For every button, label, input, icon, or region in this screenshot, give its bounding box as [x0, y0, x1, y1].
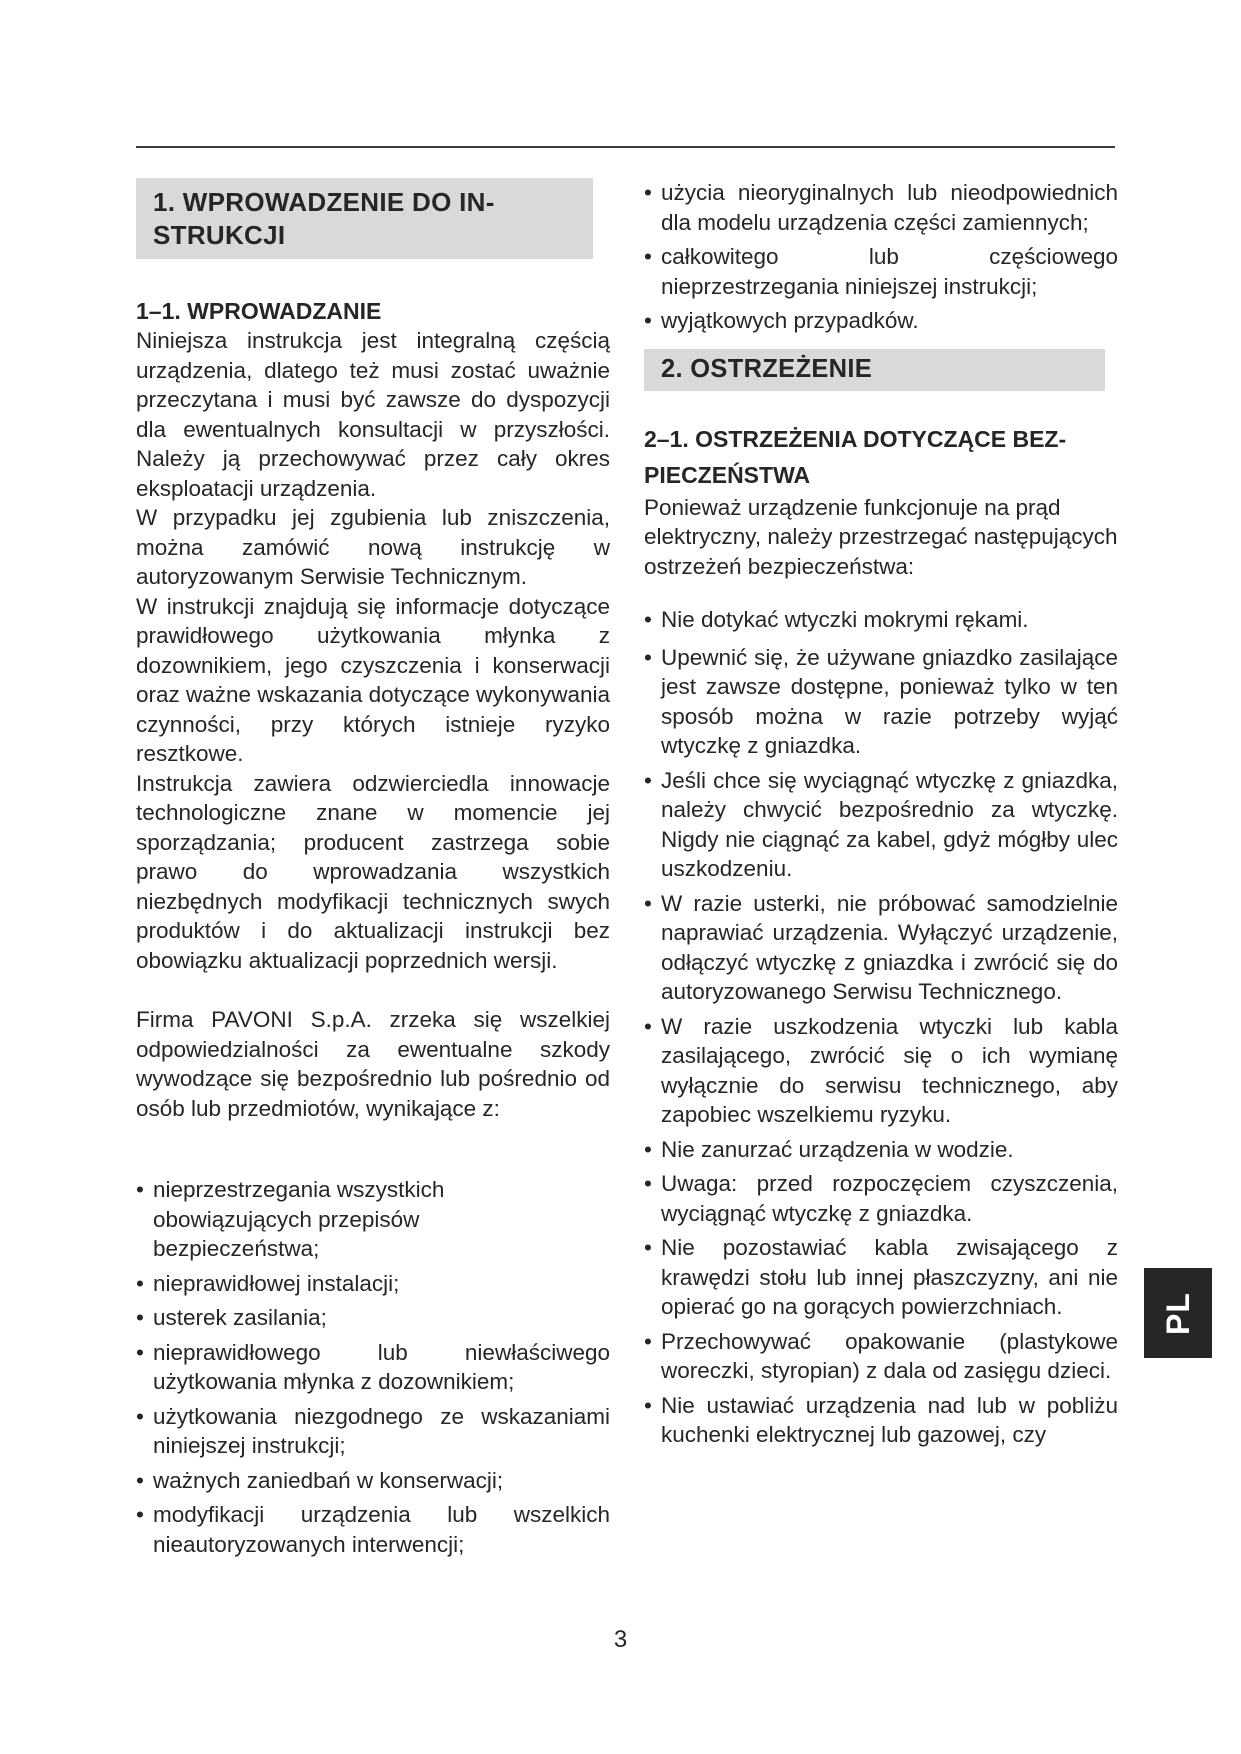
list-item: • całkowitego lub częściowego nieprzestrzegania niniejszej instrukcji; — [644, 244, 1118, 299]
list-item: • Nie pozostawiać kabla zwisającego z krawędzi stołu lub innej płaszczyzny, ani nie opierać go na gorących powierzchniach. — [644, 1235, 1118, 1319]
bullet-icon: • — [644, 308, 652, 333]
section-1-title — [136, 178, 593, 259]
list-item: • Nie dotykać wtyczki mokrymi rękami. — [644, 605, 1118, 635]
bullet-icon: • — [644, 1013, 652, 1039]
left-column — [136, 178, 610, 1559]
list-item: • W razie usterki, nie próbować samodzielnie naprawiać urządzenia. Wyłączyć urządzenie, odłączyć wtyczkę z gniazdka i zwrócić się do autoryzowanego Serwisu Technicznego. — [644, 890, 1118, 1004]
bullet-icon: • — [136, 1403, 144, 1429]
list-item: • nieprzestrzegania wszystkich obowiązujących przepisów bezpieczeństwa; — [136, 1177, 445, 1261]
right-column — [644, 178, 1118, 1450]
list-item: • użycia nieoryginalnych lub nieodpowiednich dla modelu urządzenia części zamiennych; — [644, 180, 1118, 235]
list-item: • Jeśli chce się wyciągnąć wtyczkę z gniazdka, należy chwycić bezpośrednio za wtyczkę. Nigdy nie ciągnąć za kabel, gdyż mógłby ulec uszkodzeniu. — [644, 767, 1118, 881]
bullet-icon: • — [644, 1235, 652, 1260]
bullet-icon: • — [644, 1136, 652, 1162]
section-1-title-text: 1. WPROWADZENIE DO IN- STRUKCJI — [153, 187, 495, 250]
intro-paragraph-4: Instrukcja zawiera odzwierciedla innowacje technologiczne znane w momencie jej sporządzania; producent zastrzega sobie prawo do wprowadzania wszystkich niezbędnych modyfikacji technicznych swych produktów i do aktualizacji instrukcji bez obowiązku aktualizacji poprzednich wersji. — [136, 770, 610, 973]
language-tab-label: PL — [1159, 1291, 1196, 1335]
list-item: • Nie zanurzać urządzenia w wodzie. — [644, 1135, 1118, 1165]
list-item: • Nie ustawiać urządzenia nad lub w pobliżu kuchenki elektrycznej lub gazowej, czy — [644, 1392, 1118, 1447]
bullet-icon: • — [644, 767, 652, 793]
safety-list — [644, 605, 1118, 1450]
list-item: • Przechowywać opakowanie (plastykowe woreczki, styropian) z dala od zasięgu dzieci. — [644, 1328, 1118, 1383]
liability-list-continued — [644, 178, 1118, 336]
liability-paragraph: Firma PAVONI S.p.A. zrzeka się wszelkiej odpowiedzialności za ewentualne szkody wywodzące się bezpośrednio lub pośrednio od osób lub przedmiotów, wynikające z: — [136, 1007, 610, 1121]
list-item: • Upewnić się, że używane gniazdko zasilające jest zawsze dostępne, ponieważ tylko w ten sposób można w razie potrzeby wyjąć wtyczkę z gniazdka. — [644, 644, 1118, 758]
bullet-icon: • — [136, 1467, 144, 1493]
bullet-icon: • — [644, 644, 652, 670]
list-item: • nieprawidłowego lub niewłaściwego użytkowania młynka z dozownikiem; — [136, 1339, 610, 1394]
list-item: • W razie uszkodzenia wtyczki lub kabla zasilającego, zwrócić się o ich wymianę wyłącznie do serwisu technicznego, aby zapobiec wszelkiemu ryzyku. — [644, 1013, 1118, 1127]
bullet-icon: • — [136, 1177, 144, 1202]
list-item: • użytkowania niezgodnego ze wskazaniami niniejszej instrukcji; — [136, 1403, 610, 1458]
intro-paragraph-3: W instrukcji znajdują się informacje dotyczące prawidłowego użytkowania młynka z dozownikiem, jego czyszczenia i konserwacji oraz ważne wskazania dotyczące wykonywania czynności, przy których istnieje ryzyko resztkowe. — [136, 593, 610, 766]
bullet-icon: • — [644, 607, 652, 632]
bullet-icon: • — [136, 1502, 144, 1527]
bullet-icon: • — [644, 1171, 652, 1196]
list-item: • usterek zasilania; — [136, 1303, 610, 1333]
liability-list — [136, 1175, 610, 1559]
language-tab — [1144, 1268, 1212, 1358]
bullet-icon: • — [644, 180, 652, 205]
list-item: • Uwaga: przed rozpoczęciem czyszczenia, wyciągnąć wtyczkę z gniazdka. — [644, 1171, 1118, 1226]
bullet-icon: • — [136, 1339, 144, 1365]
bullet-icon: • — [644, 244, 652, 269]
section-2-title: 2. OSTRZEŻENIE — [644, 349, 1105, 391]
bullet-icon: • — [136, 1305, 144, 1330]
bullet-icon: • — [644, 890, 652, 916]
bullet-icon: • — [644, 1328, 652, 1354]
page-number: 3 — [613, 1626, 628, 1653]
list-item: • nieprawidłowej instalacji; — [136, 1269, 610, 1299]
intro-paragraph-2: W przypadku jej zgubienia lub zniszczenia, można zamówić nową instrukcję w autoryzowanym Serwisie Technicznym. — [136, 505, 610, 589]
list-item: • ważnych zaniedbań w konserwacji; — [136, 1466, 610, 1496]
bullet-icon: • — [644, 1392, 652, 1418]
intro-paragraph-1: Niniejsza instrukcja jest integralną częścią urządzenia, dlatego też musi zostać uważnie przeczytana i musi być zawsze do dyspozycji dla ewentualnych konsultacji w przyszłości. Należy ją przechowywać przez cały okres eksploatacji urządzenia. — [136, 328, 610, 501]
header-rule — [136, 146, 1115, 148]
safety-intro: Ponieważ urządzenie funkcjonuje na prąd elektryczny, należy przestrzegać następujących ostrzeżeń bezpieczeństwa: — [644, 494, 1118, 579]
section-1-1-heading: 1–1. WPROWADZANIE — [136, 298, 382, 324]
list-item: • wyjątkowych przypadków. — [644, 306, 1118, 336]
list-item: • modyfikacji urządzenia lub wszelkich nieautoryzowanych interwencji; — [136, 1502, 610, 1557]
section-2-1-heading: 2–1. OSTRZEŻENIA DOTYCZĄCE BEZ- PIECZEŃSTWA — [644, 425, 1067, 488]
bullet-icon: • — [136, 1270, 144, 1296]
